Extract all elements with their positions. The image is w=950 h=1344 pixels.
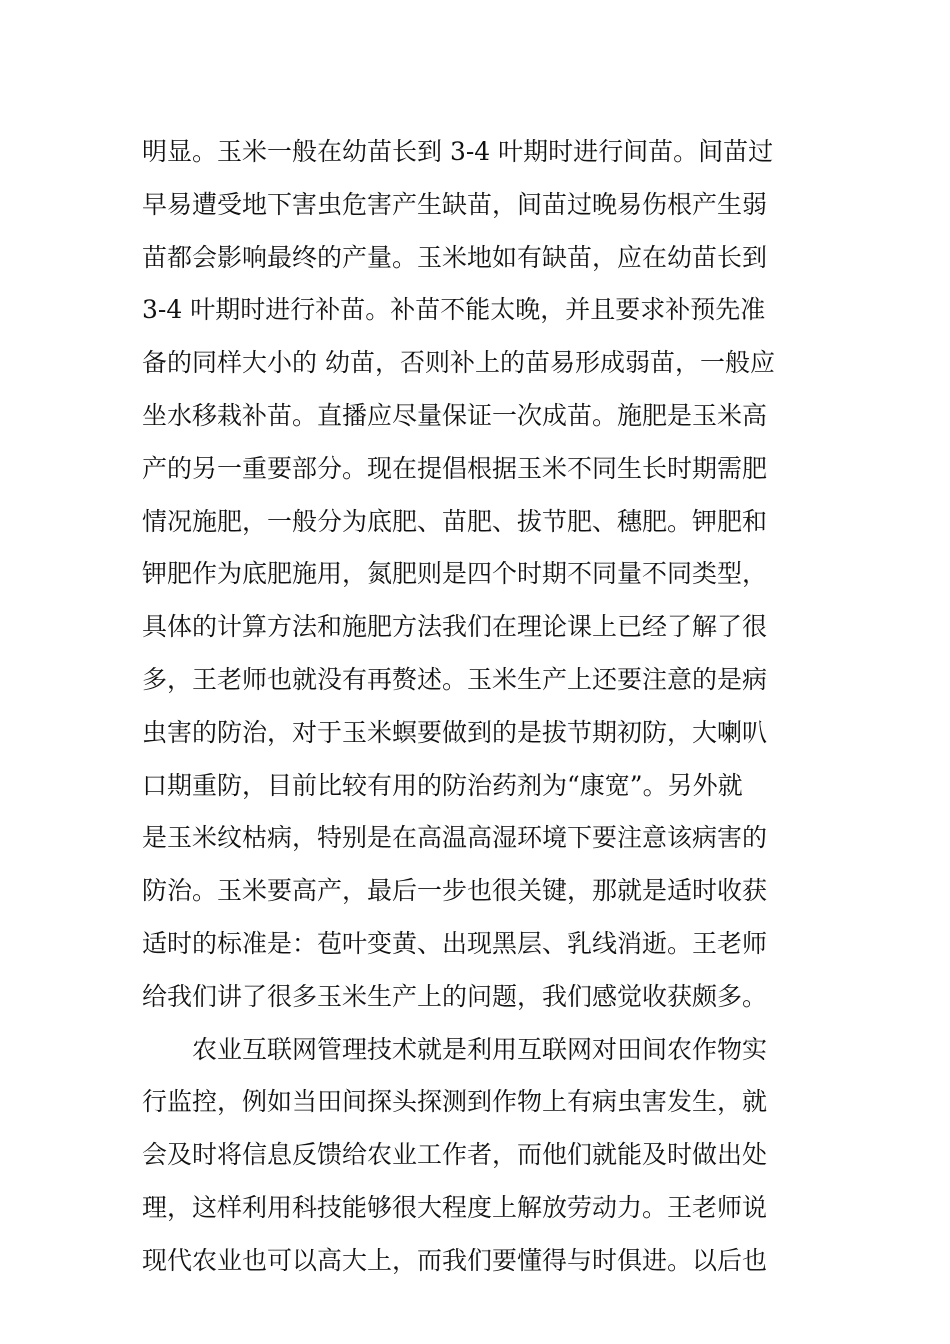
text-line: 适时的标准是：苞叶变黄、出现黑层、乳线消逝。王老师 <box>142 928 768 958</box>
text-line: 苗都会影响最终的产量。玉米地如有缺苗，应在幼苗长到 <box>142 242 768 272</box>
text-line: 口期重防，目前比较有用的防治药剂为“康宽”。另外就 <box>142 770 743 800</box>
text-line: 具体的计算方法和施肥方法我们在理论课上已经了解了很 <box>142 612 768 642</box>
text-line: 现代农业也可以高大上，而我们要懂得与时俱进。以后也 <box>142 1245 768 1275</box>
text-line: 产的另一重要部分。现在提倡根据玉米不同生长时期需肥 <box>142 453 768 483</box>
text-line: 行监控，例如当田间探头探测到作物上有病虫害发生，就 <box>142 1087 768 1117</box>
text-line: 备的同样大小的 幼苗，否则补上的苗易形成弱苗，一般应 <box>142 348 775 378</box>
text-line: 坐水移栽补苗。直播应尽量保证一次成苗。施肥是玉米高 <box>142 400 768 430</box>
text-line: 防治。玉米要高产，最后一步也很关键，那就是适时收获 <box>142 876 768 906</box>
body-text <box>142 126 822 1288</box>
text-line: 3-4 叶期时进行补苗。补苗不能太晚，并且要求补预先准 <box>142 295 766 325</box>
text-line: 农业互联网管理技术就是利用互联网对田间农作物实 <box>142 1034 768 1064</box>
text-line: 虫害的防治，对于玉米螟要做到的是拔节期初防，大喇叭 <box>142 717 768 747</box>
text-line: 多，王老师也就没有再赘述。玉米生产上还要注意的是病 <box>142 664 768 694</box>
text-line: 情况施肥，一般分为底肥、苗肥、拔节肥、穗肥。钾肥和 <box>142 506 768 536</box>
text-line: 理，这样利用科技能够很大程度上解放劳动力。王老师说 <box>142 1192 768 1222</box>
text-line: 会及时将信息反馈给农业工作者，而他们就能及时做出处 <box>142 1140 768 1170</box>
text-line: 是玉米纹枯病，特别是在高温高湿环境下要注意该病害的 <box>142 823 768 853</box>
text-line: 钾肥作为底肥施用，氮肥则是四个时期不同量不同类型， <box>142 559 768 589</box>
text-line: 明显。玉米一般在幼苗长到 3-4 叶期时进行间苗。间苗过 <box>142 137 774 166</box>
text-line: 早易遭受地下害虫危害产生缺苗，间苗过晚易伤根产生弱 <box>142 189 768 219</box>
text-line: 给我们讲了很多玉米生产上的问题，我们感觉收获颇多。 <box>142 981 768 1011</box>
